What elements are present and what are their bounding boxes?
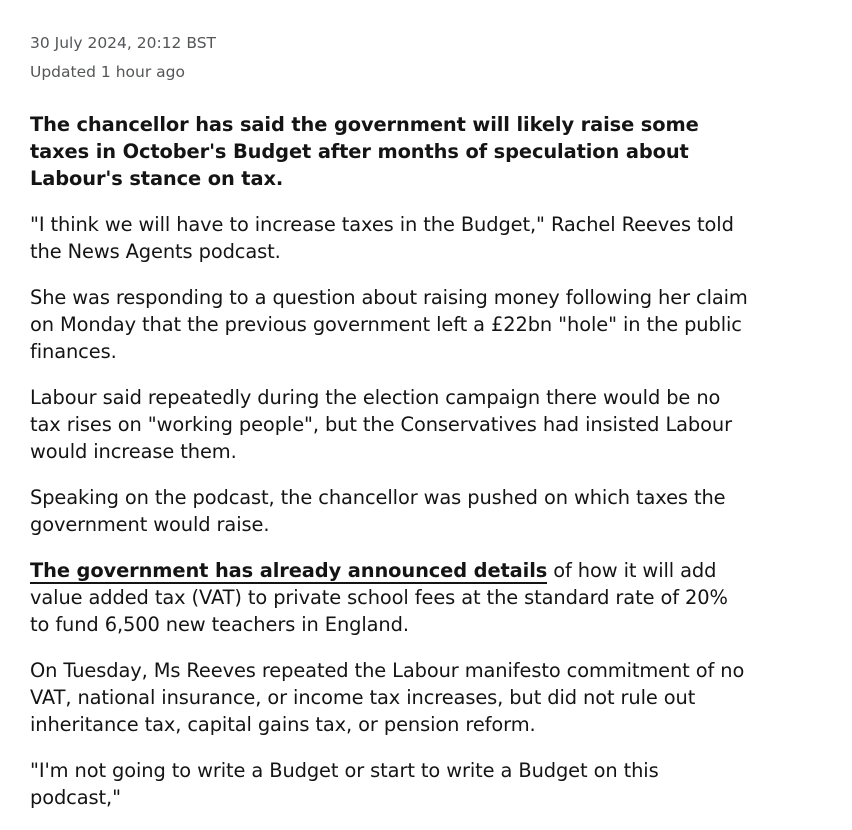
article-body — [30, 111, 750, 830]
article-paragraph: She was responding to a question about raising money following her claim on Monday that the previous government left a £22bn "hole" in the public finances. — [30, 286, 748, 363]
article-paragraph: Speaking on the podcast, the chancellor was pushed on which taxes the government would raise. — [30, 486, 726, 536]
announced-details-link[interactable]: The government has already announced details — [30, 559, 548, 582]
updated-timestamp: Updated 1 hour ago — [30, 63, 185, 81]
article-paragraph: "I think we will have to increase taxes in the Budget," Rachel Reeves told the News Agents podcast. — [30, 213, 734, 263]
paragraph-text: of how it will add value added tax (VAT) to private school fees at the standard rate of 20% to fund 6,500 new teachers in England. — [30, 559, 728, 636]
publish-date: 30 July 2024, 20:12 BST — [30, 34, 217, 52]
article-paragraph: On Tuesday, Ms Reeves repeated the Labour manifesto commitment of no VAT, national insurance, or income tax increases, but did not rule out inheritance tax, capital gains tax, or pension reform. — [30, 659, 745, 736]
article-paragraph — [30, 557, 750, 638]
article-paragraph: Labour said repeatedly during the election campaign there would be no tax rises on "working people", but the Conservatives had insisted Labour would increase them. — [30, 386, 732, 463]
article-paragraph: "I'm not going to write a Budget or start to write a Budget on this podcast," — [30, 759, 659, 809]
article-lead: The chancellor has said the government will likely raise some taxes in October's Budget after months of speculation about Labour's stance on tax. — [30, 113, 699, 190]
